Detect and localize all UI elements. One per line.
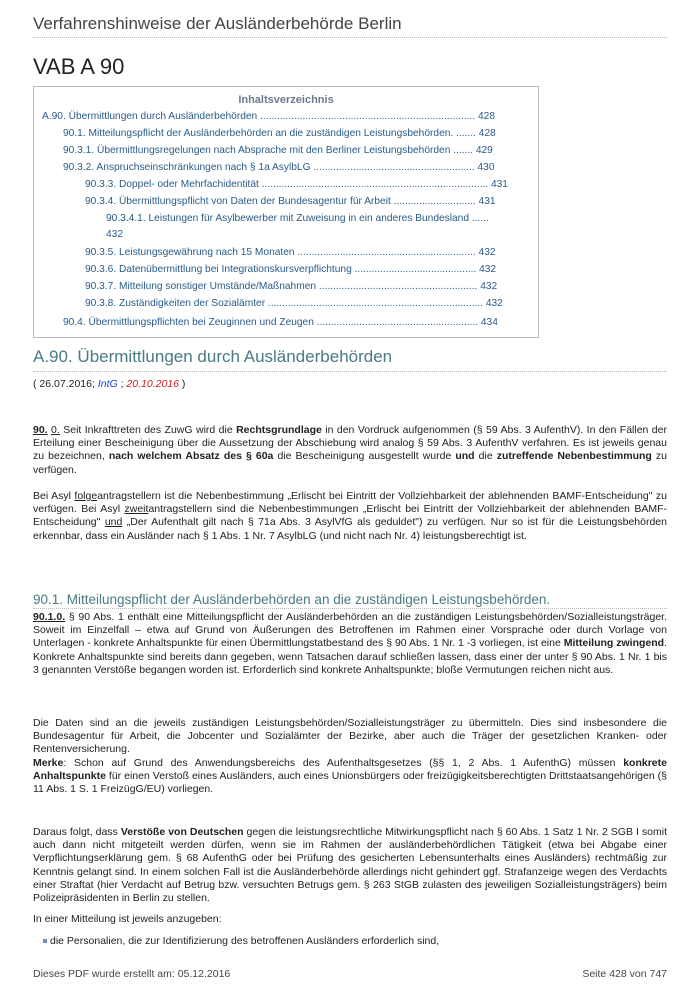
footer-created-date: Dieses PDF wurde erstellt am: 05.12.2016	[33, 968, 231, 980]
paragraph-mitteilung: In einer Mitteilung ist jeweils anzugeben:	[33, 913, 222, 925]
section-heading-90-1: 90.1. Mitteilungspflicht der Ausländerbehörden an die zuständigen Leistungsbehörden.	[33, 592, 551, 607]
paragraph-90-0	[33, 424, 667, 477]
para-number: 90.1.0.	[33, 611, 66, 623]
text: . Konkrete Anhaltspunkte sind bereits dann gegeben, wenn Tatsachen darauf schließen lassen, dass einer der unter § 90 Abs. 1 Nr. 1 bis 3 genannten Verstöße begangen worden ist. Erforderlich sind konkrete Anhaltspunkte; bloße Vermutungen reichen nicht aus.	[33, 637, 667, 676]
intg-link[interactable]: IntG	[97, 378, 118, 390]
para-subnumber: 0.	[51, 424, 60, 436]
para-number: 90.	[33, 424, 48, 436]
table-of-contents	[33, 86, 539, 338]
text: in den Vordruck aufgenommen (§ 59 Abs. 3 AufenthV). In den Fällen der Erteilung einer Bescheinigung über die Aussetzung der Abschiebung wird analog § 59 Abs. 3 AufenthV verfahren. Es ist jeweils genau zu bezeichnen,	[33, 424, 667, 463]
toc-entry[interactable]	[85, 196, 496, 207]
date-open: ( 26.07.2016;	[33, 378, 98, 390]
bold-text: Mitteilung zwingend	[563, 637, 665, 650]
toc-entry[interactable]	[42, 111, 495, 122]
bold-text: Merke	[33, 756, 64, 769]
toc-entry[interactable]	[106, 213, 489, 224]
underlined-text: und	[104, 516, 123, 529]
toc-entry[interactable]	[85, 281, 497, 292]
section-heading-a90: A.90. Übermittlungen durch Ausländerbehörden	[33, 347, 393, 366]
text: für einen Verstoß eines Ausländers, auch eines Unionsbürgers oder freizügigkeitsberechtigten Drittstaatsangehörigen (§ 11 Abs. 1 S. 1 FreizügG/EU) vorliegen.	[33, 769, 667, 796]
toc-link[interactable]: 90.4. Übermittlungspflichten bei Zeuginnen und Zeugen ......................................................... 434	[63, 317, 498, 328]
bullet-icon	[43, 939, 47, 943]
revision-dates	[33, 378, 185, 390]
toc-link[interactable]: 90.3.6. Datenübermittlung bei Integrationskursverpflichtung ........................................... 432	[85, 264, 497, 275]
toc-entry-page-wrap[interactable]	[106, 229, 123, 240]
date-red: 20.10.2016	[126, 378, 179, 390]
toc-link[interactable]: A.90. Übermittlungen durch Ausländerbehörden ............................................................................ 428	[42, 111, 495, 122]
toc-link[interactable]: 90.3.4. Übermittlungspflicht von Daten der Bundesagentur für Arbeit ............................. 431	[85, 196, 496, 207]
toc-link[interactable]: 90.3.3. Doppel- oder Mehrfachidentität ................................................................................ 431	[85, 179, 508, 190]
toc-entry[interactable]	[85, 247, 496, 258]
toc-entry[interactable]	[63, 317, 498, 328]
text: antragstellern sind die Nebenbestimmungen „Erlischt bei Eintritt der Vollziehbarkeit der ablehnenden BAMF-Entscheidung"	[33, 503, 667, 529]
date-close: )	[178, 378, 186, 390]
bold-text: Rechtsgrundlage	[236, 424, 322, 436]
text: „Der Aufenthalt gilt nach § 71a Abs. 3 AsylVfG als geduldet") zu verfügen. Nur so ist für die Leistungsbehörden erkennbar, dass ein Ausländer nach § 1 Abs. 1 Nr. 7 AsylbLG (und nicht nach Nr. 4) leistungsberechtigt ist.	[33, 516, 667, 542]
list-item-text: die Personalien, die zur Identifizierung des betroffenen Ausländers erforderlich sind,	[50, 935, 440, 947]
section-divider	[33, 608, 667, 609]
toc-link[interactable]: 432	[106, 229, 123, 240]
text: Bei Asyl	[33, 490, 75, 502]
bold-text: zutreffende Nebenbestimmung	[496, 450, 652, 463]
bold-text: Verstöße von Deutschen	[120, 826, 244, 838]
footer-page-number: Seite 428 von 747	[582, 968, 667, 980]
underlined-text: zweit	[124, 503, 149, 516]
paragraph-data-recipients	[33, 717, 667, 796]
text: die Bescheinigung ausgestellt wurde	[273, 450, 456, 463]
section-divider	[33, 371, 667, 372]
toc-link[interactable]: 90.3.2. Anspruchseinschränkungen nach § 1a AsylbLG ......................................................... 430	[63, 162, 495, 173]
toc-link[interactable]: 90.3.1. Übermittlungsregelungen nach Absprache mit den Berliner Leistungsbehörden ....... 429	[63, 145, 493, 156]
toc-entry[interactable]	[85, 264, 496, 275]
text: Daraus folgt, dass	[33, 826, 121, 838]
bold-text: konkrete Anhaltspunkte	[33, 756, 667, 782]
text: Seit Inkrafttreten des ZuwG wird die	[59, 424, 237, 436]
paragraph-asyl	[33, 490, 667, 543]
paragraph-90-1-0	[33, 611, 667, 677]
text: § 90 Abs. 1 enthält eine Mitteilungspflicht der Ausländerbehörden an die zuständigen Leistungsbehörden/Sozialleistungsträger. Soweit im Einzelfall – etwa auf Grund von Äußerungen des Betroffenen im Rahmen einer Vorsprache oder durch Vorlage von Unterlagen - konkrete Anhaltspunkte für einen Übermittlungstatbestand des § 90 Abs. 1 Nr. 1 -3 vorliegen, ist eine	[33, 611, 667, 650]
paragraph-germans	[33, 826, 667, 905]
toc-entry[interactable]	[63, 162, 495, 173]
text: die	[474, 450, 497, 463]
toc-link[interactable]: 90.3.8. Zuständigkeiten der Sozialämter ............................................................................ 432	[85, 298, 503, 309]
list-item	[43, 935, 439, 947]
toc-link[interactable]: 90.1. Mitteilungspflicht der Ausländerbehörden an die zuständigen Leistungsbehörden. ....... 428	[63, 128, 496, 139]
toc-heading: Inhaltsverzeichnis	[238, 94, 334, 106]
toc-entry[interactable]	[85, 298, 503, 309]
toc-entry[interactable]	[63, 128, 496, 139]
header-divider	[33, 37, 667, 38]
toc-entry[interactable]	[85, 179, 508, 190]
toc-link[interactable]: 90.3.7. Mitteilung sonstiger Umstände/Maßnahmen ........................................................ 432	[85, 281, 498, 292]
text: zu verfügen.	[33, 450, 667, 476]
text: : Schon auf Grund des Anwendungsbereichs des Aufenthaltsgesetzes (§§ 1, 2 Abs. 1 AufenthG) müssen	[63, 756, 624, 769]
date-sep: ;	[117, 378, 127, 390]
document-title: VAB A 90	[33, 54, 125, 79]
toc-link[interactable]: 90.3.4.1. Leistungen für Asylbewerber mit Zuweisung in ein anderes Bundesland ......	[106, 213, 489, 224]
text: Die Daten sind an die jeweils zuständigen Leistungsbehörden/Sozialleistungsträger zu übermitteln. Dies sind insbesondere die Bundesagentur für Arbeit, die Jobcenter und Sozialämter der Bezirke, aber auch die Träger der gesetzlichen Kranken- oder Rentenversicherung.	[33, 717, 667, 756]
bold-text: nach welchem Absatz des § 60a	[108, 450, 274, 463]
underlined-text: folge	[74, 490, 98, 502]
text: gegen die leistungsrechtliche Mitwirkungspflicht nach § 60 Abs. 1 Satz 1 Nr. 2 SGB I somit auch dann nicht mitgeteilt werden dürfen, wenn sie im Rahmen der ausländerbehördlichen Tätigkeit (etwa bei Abgabe einer Verpflichtungserklärung gem. § 68 AufenthG oder bei Prüfung des gesicherten Lebensunterhalts eines Ausländers) rechtmäßig zur Kenntnis gelangt sind. In einem solchen Fall ist die Ausländerbehörde allerdings nicht gehindert ggf. Strafanzeige wegen des Verdachts einer Straftat (hier Verdacht auf Betrug bzw. versuchten Betrugs gem. § 263 StGB zulasten des jeweiligen Sozialleistungsträgers) beim Polizeipräsidenten in Berlin zu stellen.	[33, 826, 667, 905]
text: antragstellern ist die Nebenbestimmung „Erlischt bei Eintritt der Vollziehbarkeit der ablehnenden BAMF-Entscheidung" zu verfügen. Bei Asyl	[33, 490, 667, 516]
toc-entry[interactable]	[63, 145, 493, 156]
bold-text: und	[455, 450, 475, 463]
document-header-title: Verfahrenshinweise der Ausländerbehörde Berlin	[33, 14, 402, 33]
toc-link[interactable]: 90.3.5. Leistungsgewährung nach 15 Monaten ............................................................... 432	[85, 247, 496, 258]
